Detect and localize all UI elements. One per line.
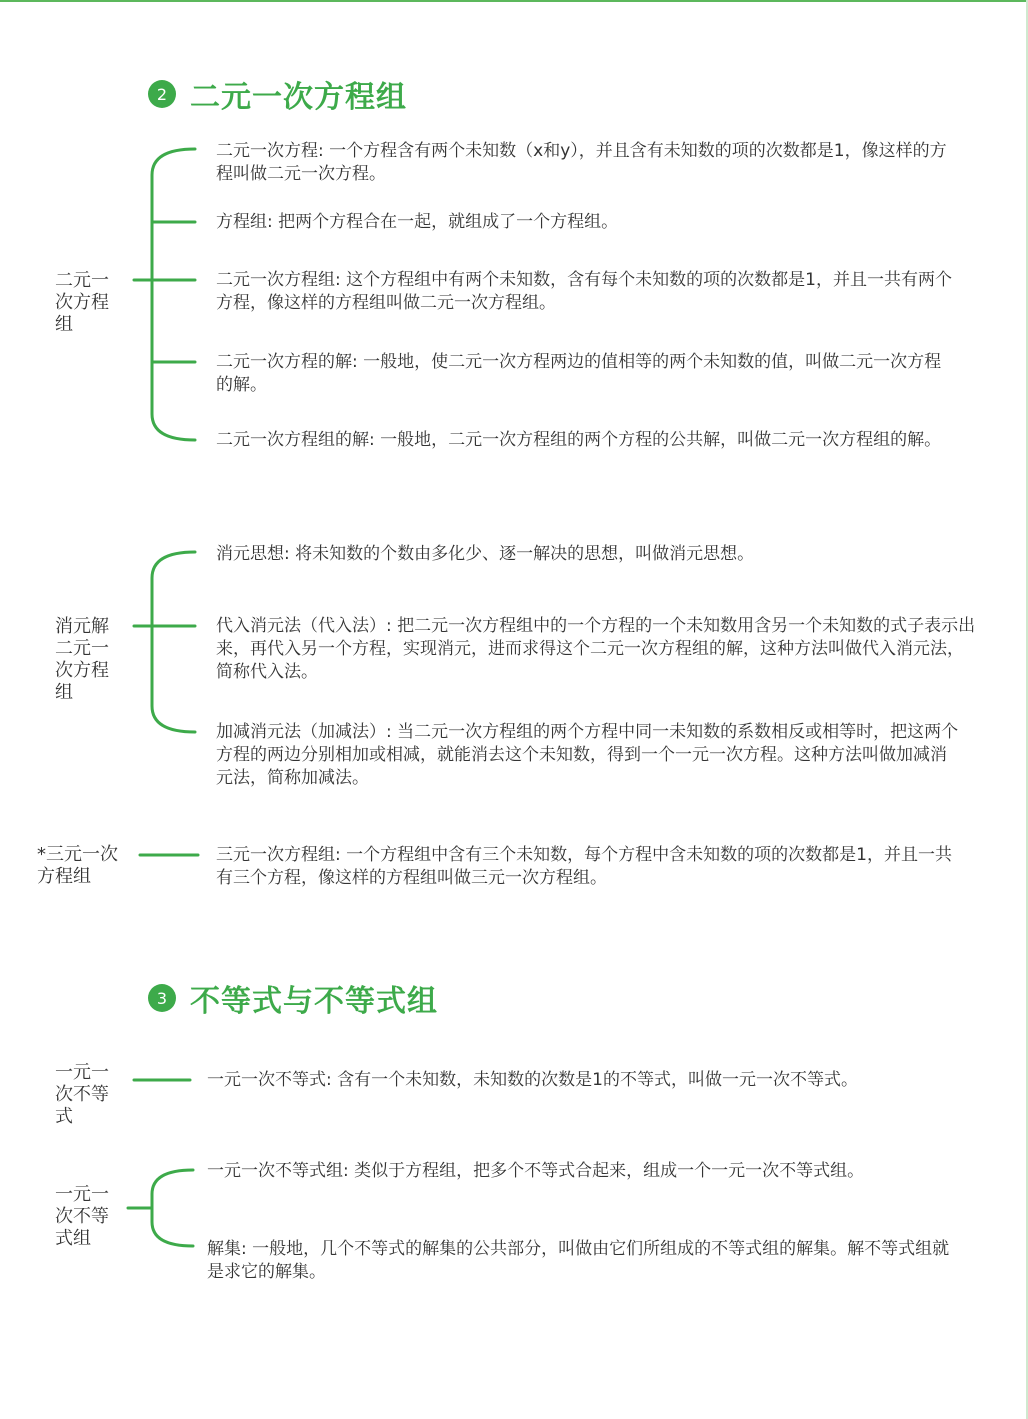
list-item-2-2: 代入消元法（代入法）: 把二元一次方程组中的一个方程的一个未知数用含另一个未知数的式子表示出来，再代入另一个方程，实现消元，进而求得这个二元一次方程组的解，这种方法叫做代入消元法，简称代入法。 xyxy=(216,616,976,682)
bracket-group-2 xyxy=(152,552,195,732)
s3-group-label-2: 一元一次不等式组 xyxy=(55,1184,109,1249)
bracket-group-1 xyxy=(152,149,195,440)
section-3-title: 不等式与不等式组 xyxy=(190,984,438,1019)
list-item-1-4: 二元一次方程的解: 一般地，使二元一次方程两边的值相等的两个未知数的值，叫做二元一次方程的解。 xyxy=(216,352,942,395)
section-3-number-badge: 3 xyxy=(148,984,176,1012)
list-item-1-5: 二元一次方程组的解: 一般地，二元一次方程组的两个方程的公共解，叫做二元一次方程组的解。 xyxy=(216,430,942,450)
list-item-2-3: 加减消元法（加减法）: 当二元一次方程组的两个方程中同一未知数的系数相反或相等时，把这两个方程的两边分别相加或相减，就能消去这个未知数，得到一个一元一次方程。这种方法叫做加减消元法，简称加减法。 xyxy=(216,722,959,788)
s3-list-item-2-2: 解集: 一般地，几个不等式的解集的公共部分，叫做由它们所组成的不等式组的解集。解不等式组就是求它的解集。 xyxy=(207,1239,950,1282)
list-item-2-1: 消元思想: 将未知数的个数由多化少、逐一解决的思想，叫做消元思想。 xyxy=(216,544,755,564)
s3-list-item-1-1: 一元一次不等式: 含有一个未知数，未知数的次数是1的不等式，叫做一元一次不等式。 xyxy=(207,1070,858,1090)
list-item-1-2: 方程组: 把两个方程合在一起，就组成了一个方程组。 xyxy=(216,212,619,232)
section-2-title: 二元一次方程组 xyxy=(190,80,407,115)
section-2-number-badge: 2 xyxy=(148,80,176,108)
group-label-2: 消元解二元一次方程组 xyxy=(55,616,109,703)
section-2-header xyxy=(148,72,407,116)
section-3-header xyxy=(148,976,438,1020)
bracket-s3-group-2 xyxy=(152,1170,193,1246)
s3-list-item-2-1: 一元一次不等式组: 类似于方程组，把多个不等式合起来，组成一个一元一次不等式组。 xyxy=(207,1161,865,1181)
s3-group-label-1: 一元一次不等式 xyxy=(55,1062,109,1127)
group-label-3: *三元一次方程组 xyxy=(37,844,118,887)
list-item-1-1: 二元一次方程: 一个方程含有两个未知数（x和y），并且含有未知数的项的次数都是1，像这样的方程叫做二元一次方程。 xyxy=(216,141,947,184)
list-item-1-3: 二元一次方程组: 这个方程组中有两个未知数，含有每个未知数的项的次数都是1，并且一共有两个方程，像这样的方程组叫做二元一次方程组。 xyxy=(216,270,952,313)
list-item-3-1: 三元一次方程组: 一个方程组中含有三个未知数，每个方程中含未知数的项的次数都是1，并且一共有三个方程，像这样的方程组叫做三元一次方程组。 xyxy=(216,845,952,888)
group-label-1: 二元一次方程组 xyxy=(55,270,109,335)
